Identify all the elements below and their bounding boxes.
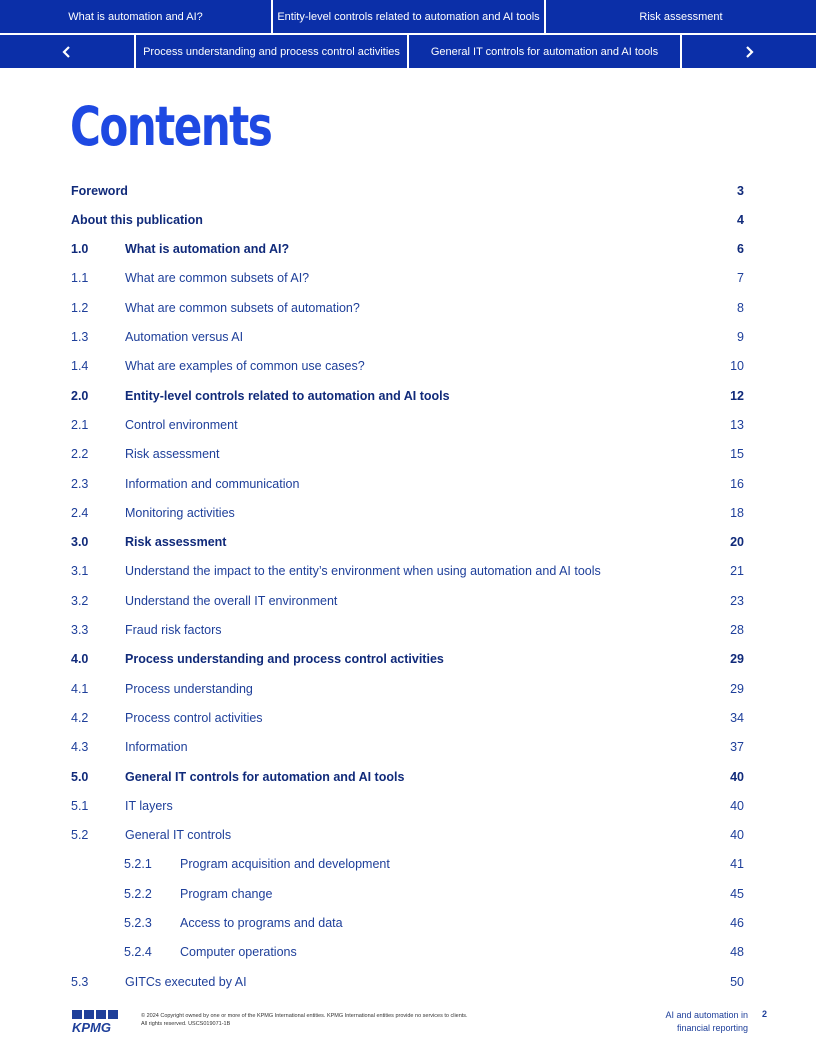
toc-entry[interactable] <box>0 967 816 996</box>
toc-entry[interactable] <box>0 674 816 703</box>
toc-entry[interactable] <box>0 176 816 205</box>
toc-entry-number: 1.4 <box>71 359 89 374</box>
toc-entry-page[interactable]: 3 <box>737 183 744 198</box>
toc-entry-page[interactable]: 20 <box>730 535 744 550</box>
nav-link-entity-level-controls[interactable]: Entity-level controls related to automation and AI tools <box>273 0 544 33</box>
toc-entry-page[interactable]: 18 <box>730 505 744 520</box>
toc-entry-page[interactable]: 23 <box>730 593 744 608</box>
toc-entry-page[interactable]: 37 <box>730 740 744 755</box>
toc-entry[interactable] <box>0 352 816 381</box>
toc-entry-page[interactable]: 28 <box>730 623 744 637</box>
toc-entry-label[interactable]: Process control activities <box>125 710 263 725</box>
toc-entry-number: 2.2 <box>71 447 89 462</box>
kpmg-logo <box>71 1010 123 1034</box>
toc-entry-label[interactable]: What is automation and AI? <box>125 242 290 257</box>
prev-page-button[interactable] <box>0 35 134 68</box>
toc-entry-page[interactable]: 40 <box>730 798 744 813</box>
toc-entry-number: 4.1 <box>71 681 89 696</box>
toc-entry-page[interactable]: 29 <box>730 681 744 696</box>
toc-entry-page[interactable]: 7 <box>737 271 744 286</box>
toc-entry-page[interactable]: 4 <box>737 212 744 227</box>
toc-entry-label[interactable]: Monitoring activities <box>125 505 235 520</box>
toc-entry-number: 5.0 <box>71 769 89 784</box>
toc-entry-page[interactable]: 8 <box>737 300 744 315</box>
toc-entry[interactable] <box>0 791 816 820</box>
toc-entry[interactable] <box>0 703 816 732</box>
toc-entry-page[interactable]: 50 <box>730 974 744 989</box>
toc-entry-label[interactable]: Risk assessment <box>125 535 227 550</box>
toc-entry-label[interactable]: Fraud risk factors <box>125 623 222 637</box>
toc-entry-number: 5.2.3 <box>124 916 152 930</box>
copyright-notice <box>141 1012 468 1029</box>
toc-entry-page[interactable]: 34 <box>730 710 744 725</box>
toc-entry-label[interactable]: General IT controls for automation and AI tools <box>125 769 405 784</box>
toc-entry-number: 5.3 <box>71 974 89 989</box>
toc-entry[interactable] <box>0 410 816 439</box>
toc-entry-number: 4.2 <box>71 710 89 725</box>
toc-entry[interactable] <box>0 733 816 762</box>
toc-entry-label[interactable]: Information <box>125 740 188 755</box>
toc-entry-page[interactable]: 45 <box>730 886 744 901</box>
document-title-line-1: AI and automation in <box>665 1010 748 1020</box>
toc-entry[interactable] <box>0 616 816 645</box>
toc-entry[interactable] <box>0 323 816 352</box>
toc-entry[interactable] <box>0 381 816 410</box>
toc-entry-number: 5.2.4 <box>124 945 152 960</box>
toc-entry[interactable] <box>0 879 816 908</box>
toc-entry-number: 1.1 <box>71 271 89 286</box>
toc-entry[interactable] <box>0 938 816 967</box>
toc-entry-page[interactable]: 6 <box>737 242 744 257</box>
toc-entry-number: 3.1 <box>71 564 89 579</box>
svg-text:KPMG: KPMG <box>72 1020 111 1034</box>
toc-entry-label[interactable]: Understand the overall IT environment <box>125 593 338 608</box>
toc-entry[interactable] <box>0 586 816 615</box>
top-nav-row-1 <box>0 0 816 33</box>
toc-entry-page[interactable]: 41 <box>730 857 744 872</box>
toc-entry-label[interactable]: What are common subsets of AI? <box>125 271 310 286</box>
document-title <box>665 1009 748 1034</box>
toc-entry-label[interactable]: About this publication <box>71 212 203 227</box>
toc-entry-page[interactable]: 29 <box>730 652 744 667</box>
toc-entry[interactable] <box>0 557 816 586</box>
page-title: Contents <box>70 95 272 158</box>
nav-link-risk-assessment[interactable]: Risk assessment <box>546 0 816 33</box>
toc-entry[interactable] <box>0 909 816 938</box>
toc-entry-page[interactable]: 16 <box>730 476 744 491</box>
toc-entry-label[interactable]: Program change <box>180 886 273 901</box>
copyright-line-2: All rights reserved. USCS019071-1B <box>141 1021 231 1028</box>
toc-entry-page[interactable]: 40 <box>730 828 744 843</box>
toc-entry[interactable] <box>0 205 816 234</box>
toc-entry-number: 4.0 <box>71 652 89 667</box>
toc-entry-label[interactable]: Foreword <box>71 183 128 198</box>
chevron-left-icon <box>62 46 72 58</box>
toc-entry-number: 4.3 <box>71 740 89 755</box>
toc-entry-number: 2.1 <box>71 417 89 432</box>
toc-entry-label[interactable]: Computer operations <box>180 945 297 960</box>
document-title-line-2: financial reporting <box>676 1022 748 1033</box>
toc-entry[interactable] <box>0 528 816 557</box>
toc-entry-number: 2.4 <box>71 505 89 520</box>
toc-entry-page[interactable]: 48 <box>730 945 744 960</box>
toc-entry-label[interactable]: What are examples of common use cases? <box>125 359 365 374</box>
toc-entry-number: 5.2.1 <box>124 857 152 872</box>
toc-entry-number: 5.2.2 <box>124 886 152 901</box>
toc-entry-page[interactable]: 21 <box>730 564 744 579</box>
toc-entry-label[interactable]: Program acquisition and development <box>180 857 390 872</box>
chevron-right-icon <box>744 46 754 58</box>
toc-entry[interactable] <box>0 469 816 498</box>
toc-entry-label[interactable]: Automation versus AI <box>125 330 244 344</box>
toc-entry-label[interactable]: Access to programs and data <box>180 916 343 930</box>
toc-entry-number: 5.2 <box>71 828 89 843</box>
toc-entry-label[interactable]: General IT controls <box>125 828 232 843</box>
toc-entry[interactable] <box>0 821 816 850</box>
toc-entry-label[interactable]: Process understanding <box>125 681 253 696</box>
top-nav-row-2 <box>0 35 816 68</box>
toc-entry-page[interactable]: 12 <box>730 388 744 403</box>
toc-entry-number: 1.3 <box>71 330 89 344</box>
toc-entry-label[interactable]: Process understanding and process control activities <box>125 652 444 667</box>
toc-entry[interactable] <box>0 235 816 264</box>
toc-entry-label[interactable]: Understand the impact to the entity’s environment when using automation and AI tools <box>125 564 601 579</box>
toc-entry-page[interactable]: 9 <box>737 330 744 344</box>
copyright-line-1: © 2024 Copyright owned by one or more of the KPMG International entities. KPMG International entities provide no services to clients. <box>141 1013 468 1019</box>
toc-entry-number: 3.2 <box>71 593 89 608</box>
toc-entry-number: 3.0 <box>71 535 89 550</box>
toc-entry-label[interactable]: Information and communication <box>125 476 300 491</box>
nav-link-general-it-controls[interactable]: General IT controls for automation and AI tools <box>409 35 680 68</box>
toc-entry[interactable] <box>0 850 816 879</box>
toc-entry-page[interactable]: 10 <box>730 359 744 374</box>
toc-entry[interactable] <box>0 293 816 322</box>
toc-entry[interactable] <box>0 762 816 791</box>
nav-link-what-is-automation[interactable]: What is automation and AI? <box>0 0 271 33</box>
toc-entry-label[interactable]: Control environment <box>125 417 238 432</box>
toc-entry-number: 2.3 <box>71 476 89 491</box>
toc-entry[interactable] <box>0 440 816 469</box>
toc-entry[interactable] <box>0 498 816 527</box>
next-page-button[interactable] <box>682 35 816 68</box>
toc-entry[interactable] <box>0 645 816 674</box>
toc-entry-page[interactable]: 40 <box>730 769 744 784</box>
toc-entry-page[interactable]: 13 <box>730 417 744 432</box>
toc-entry-page[interactable]: 46 <box>730 916 744 930</box>
page-number: 2 <box>761 1009 767 1019</box>
toc-entry[interactable] <box>0 264 816 293</box>
toc-entry-number: 2.0 <box>71 388 89 403</box>
toc-entry-number: 1.0 <box>71 242 89 257</box>
toc-entry-label[interactable]: Entity-level controls related to automation and AI tools <box>125 388 450 403</box>
toc-entry-number: 5.1 <box>71 798 89 813</box>
toc-entry-number: 3.3 <box>71 623 89 637</box>
toc-entry-label[interactable]: IT layers <box>125 798 173 813</box>
toc-entry-number: 1.2 <box>71 300 89 315</box>
toc-entry-label[interactable]: Risk assessment <box>125 447 220 462</box>
toc-entry-page[interactable]: 15 <box>730 447 744 462</box>
toc-entry-label[interactable]: What are common subsets of automation? <box>125 300 360 315</box>
nav-link-process-understanding[interactable]: Process understanding and process control activities <box>136 35 407 68</box>
toc-entry-label[interactable]: GITCs executed by AI <box>125 974 247 989</box>
